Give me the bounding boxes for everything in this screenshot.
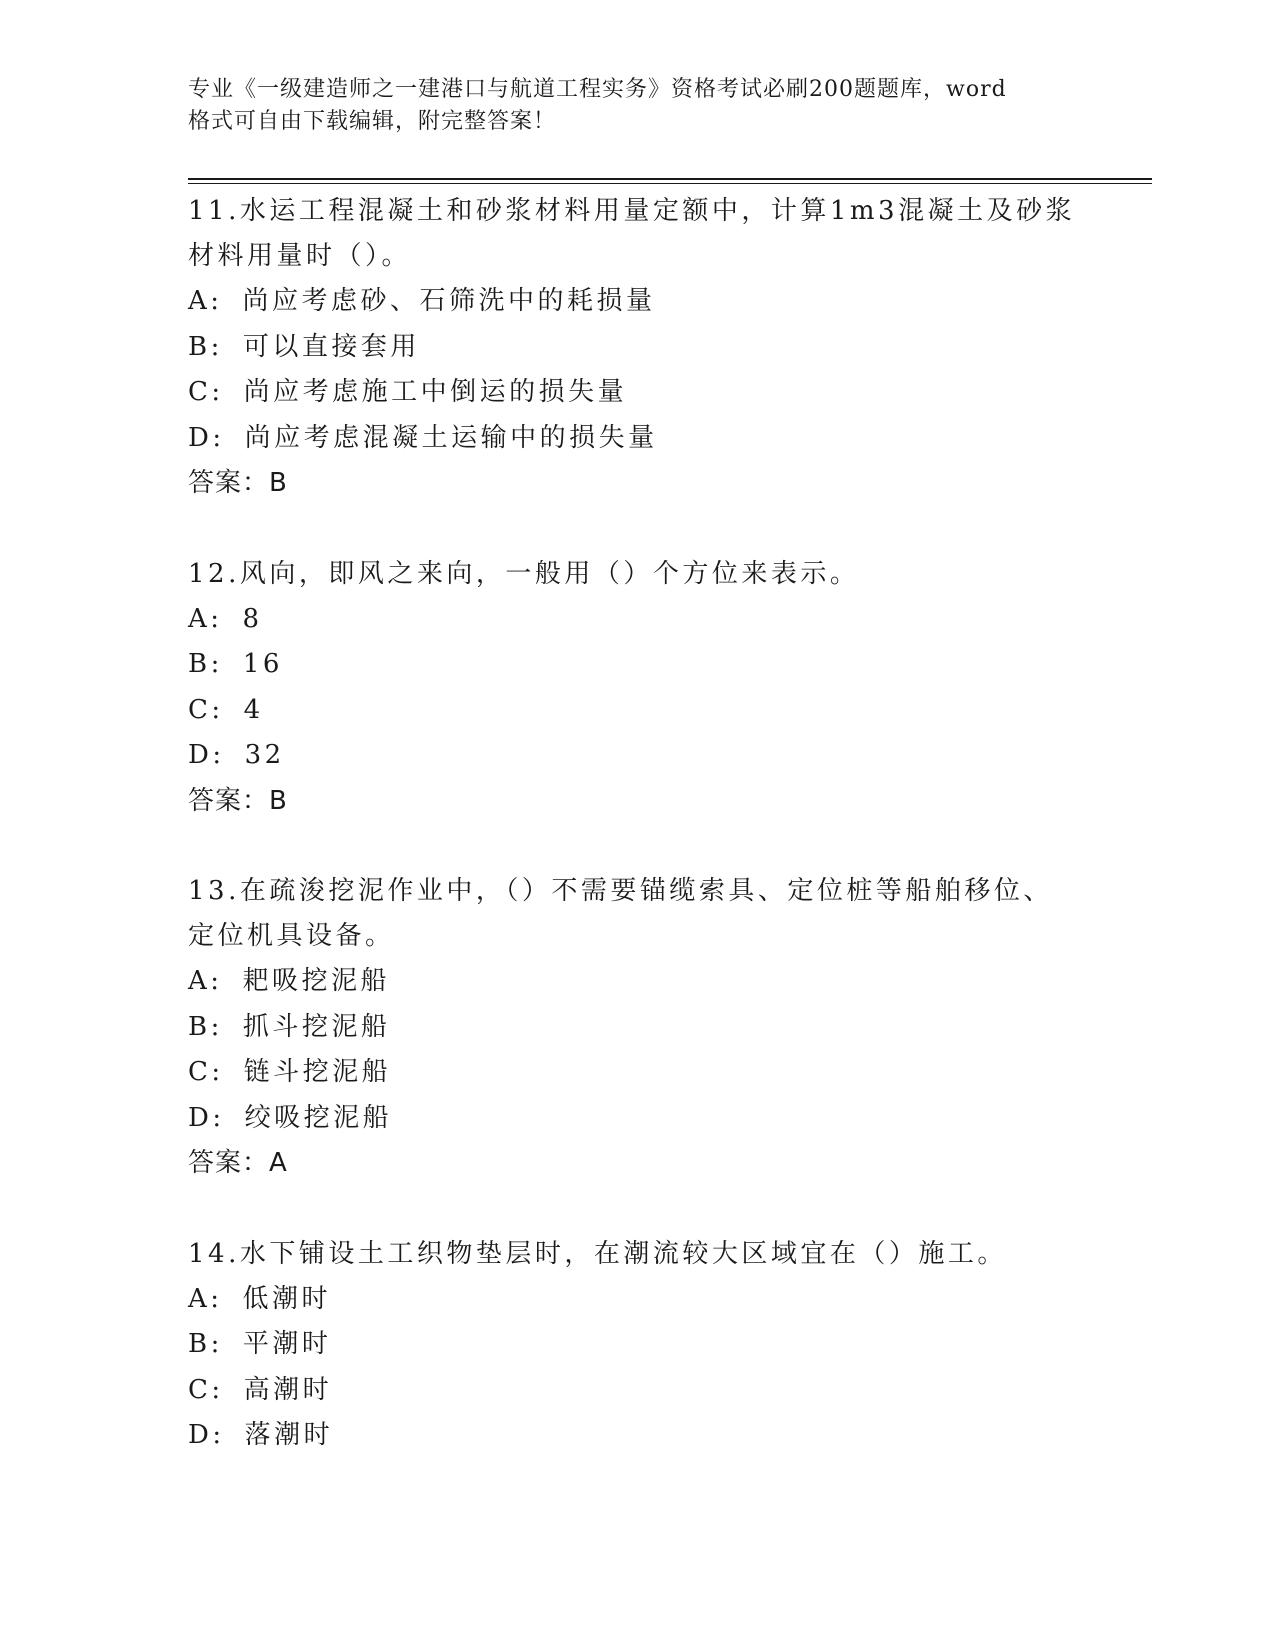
- option-text: 高潮时: [243, 1374, 333, 1405]
- option-text: 耙吸挖泥船: [242, 966, 391, 996]
- answer-line: 答案：A: [188, 1148, 288, 1178]
- option-letter: B:: [188, 331, 223, 362]
- document-header: [188, 74, 1068, 138]
- option-text: 16: [242, 649, 283, 679]
- option-d: [188, 733, 1078, 779]
- option-a: [188, 279, 1078, 325]
- option-text: 链斗挖泥船: [243, 1057, 392, 1087]
- option-letter: D:: [188, 1420, 225, 1450]
- option-text: 尚应考虑混凝土运输中的损失量: [244, 422, 658, 453]
- option-text: 平潮时: [242, 1329, 332, 1359]
- option-c: [188, 688, 1078, 734]
- option-text: 4: [243, 694, 264, 725]
- option-a: [188, 959, 1078, 1005]
- option-letter: A:: [188, 286, 223, 316]
- option-letter: A:: [188, 1283, 223, 1314]
- header-divider-thin: [188, 183, 1152, 184]
- option-d: [188, 416, 1078, 462]
- option-letter: C:: [188, 1374, 224, 1405]
- question-text: 11.水运工程混凝土和砂浆材料用量定额中，计算1m3混凝土及砂浆材料用量时（）。: [188, 196, 1076, 271]
- question-12: [188, 552, 1078, 825]
- option-b: [188, 325, 1078, 371]
- option-c: [188, 1050, 1078, 1096]
- option-letter: C:: [188, 377, 224, 407]
- option-text: 尚应考虑砂、石筛洗中的耗损量: [242, 286, 656, 316]
- option-c: [188, 1368, 1078, 1414]
- question-text: 14.水下铺设土工织物垫层时，在潮流较大区域宜在（）施工。: [188, 1238, 1007, 1269]
- option-text: 可以直接套用: [242, 331, 420, 362]
- option-d: [188, 1413, 1078, 1459]
- answer-line: 答案：B: [188, 785, 288, 816]
- option-a: [188, 1277, 1078, 1323]
- option-letter: B:: [188, 1011, 223, 1042]
- header-divider-thick: [188, 178, 1152, 180]
- option-letter: D:: [188, 422, 225, 453]
- question-11: [188, 189, 1078, 507]
- option-b: [188, 1322, 1078, 1368]
- option-c: [188, 370, 1078, 416]
- option-d: [188, 1096, 1078, 1142]
- question-text: 13.在疏浚挖泥作业中，（）不需要锚缆索具、定位桩等船舶移位、定位机具设备。: [188, 876, 1053, 951]
- question-text: 12.风向，即风之来向，一般用（）个方位来表示。: [188, 558, 860, 589]
- option-letter: A:: [188, 603, 223, 634]
- question-13: [188, 869, 1078, 1187]
- answer-line: 答案：B: [188, 468, 288, 498]
- option-text: 尚应考虑施工中倒运的损失量: [243, 377, 628, 407]
- question-14: [188, 1232, 1078, 1459]
- option-text: 低潮时: [242, 1283, 332, 1314]
- option-text: 8: [242, 603, 263, 634]
- option-letter: D:: [188, 740, 225, 770]
- option-text: 落潮时: [244, 1420, 334, 1450]
- option-letter: C:: [188, 1057, 224, 1087]
- option-a: [188, 597, 1078, 643]
- option-text: 绞吸挖泥船: [244, 1102, 393, 1133]
- option-letter: B:: [188, 649, 223, 679]
- header-line-1: 专业《一级建造师之一建港口与航道工程实务》资格考试必刷200题题库，word: [188, 77, 1007, 102]
- option-letter: D:: [188, 1102, 225, 1133]
- option-letter: C:: [188, 694, 224, 725]
- option-letter: A:: [188, 966, 223, 996]
- header-line-2: 格式可自由下载编辑，附完整答案！: [188, 109, 557, 134]
- option-b: [188, 642, 1078, 688]
- option-text: 抓斗挖泥船: [242, 1011, 391, 1042]
- option-b: [188, 1005, 1078, 1051]
- option-letter: B:: [188, 1329, 223, 1359]
- option-text: 32: [244, 740, 285, 770]
- question-list: [188, 189, 1078, 1504]
